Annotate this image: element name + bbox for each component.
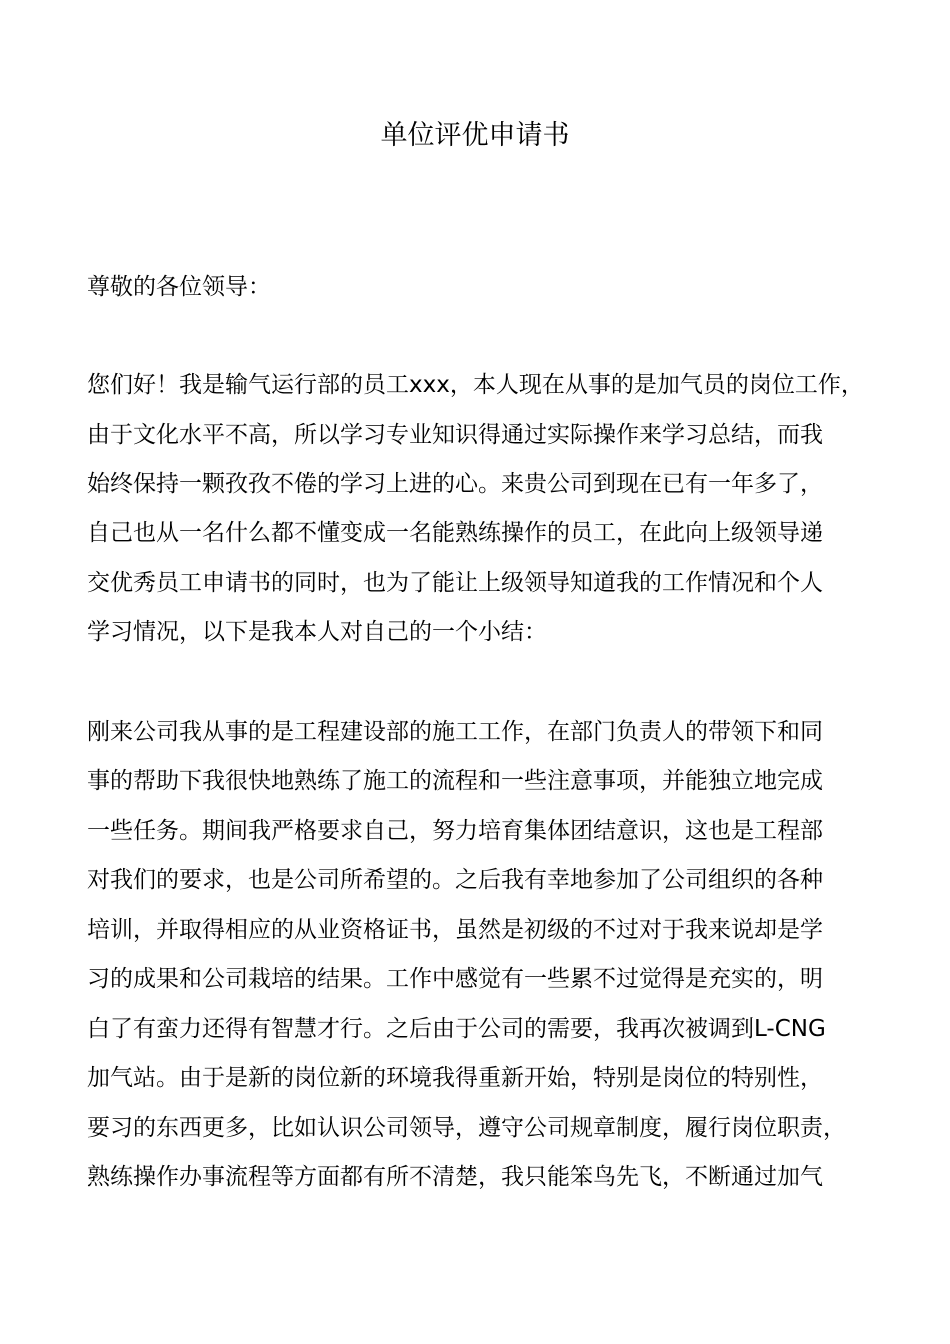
paragraph-line: 培训，并取得相应的从业资格证书，虽然是初级的不过对于我来说却是学 [87, 917, 823, 943]
paragraph-line: 熟练操作办事流程等方面都有所不清楚，我只能笨鸟先飞，不断通过加气 [87, 1164, 823, 1190]
paragraph-line: 由于文化水平不高，所以学习专业知识得通过实际操作来学习总结，而我 [87, 422, 823, 448]
paragraph-line: 要习的东西更多，比如认识公司领导，遵守公司规章制度，履行岗位职责， [87, 1115, 846, 1141]
document-title: 单位评优申请书 [380, 120, 570, 151]
paragraph-line: 始终保持一颗孜孜不倦的学习上进的心。来贵公司到现在已有一年多了， [87, 471, 823, 497]
paragraph-line: 刚来公司我从事的是工程建设部的施工工作，在部门负责人的带领下和同 [87, 719, 823, 745]
paragraph-line: 事的帮助下我很快地熟练了施工的流程和一些注意事项，并能独立地完成 [87, 768, 823, 794]
paragraph-line: 您们好！我是输气运行部的员工xxx，本人现在从事的是加气员的岗位工作， [87, 372, 864, 398]
paragraph-line: 习的成果和公司栽培的结果。工作中感觉有一些累不过觉得是充实的，明 [87, 966, 823, 992]
paragraph-line: 自己也从一名什么都不懂变成一名能熟练操作的员工，在此向上级领导递 [87, 520, 823, 546]
paragraph-line: 学习情况，以下是我本人对自己的一个小结： [87, 619, 547, 645]
paragraph-line: 一些任务。期间我严格要求自己，努力培育集体团结意识，这也是工程部 [87, 818, 823, 844]
salutation: 尊敬的各位领导： [87, 274, 271, 300]
paragraph-line: 加气站。由于是新的岗位新的环境我得重新开始，特别是岗位的特别性， [87, 1065, 823, 1091]
paragraph-line: 对我们的要求，也是公司所希望的。之后我有幸地参加了公司组织的各种 [87, 867, 823, 893]
paragraph-line: 交优秀员工申请书的同时，也为了能让上级领导知道我的工作情况和个人 [87, 570, 823, 596]
paragraph-line: 白了有蛮力还得有智慧才行。之后由于公司的需要，我再次被调到L-CNG [87, 1016, 826, 1042]
